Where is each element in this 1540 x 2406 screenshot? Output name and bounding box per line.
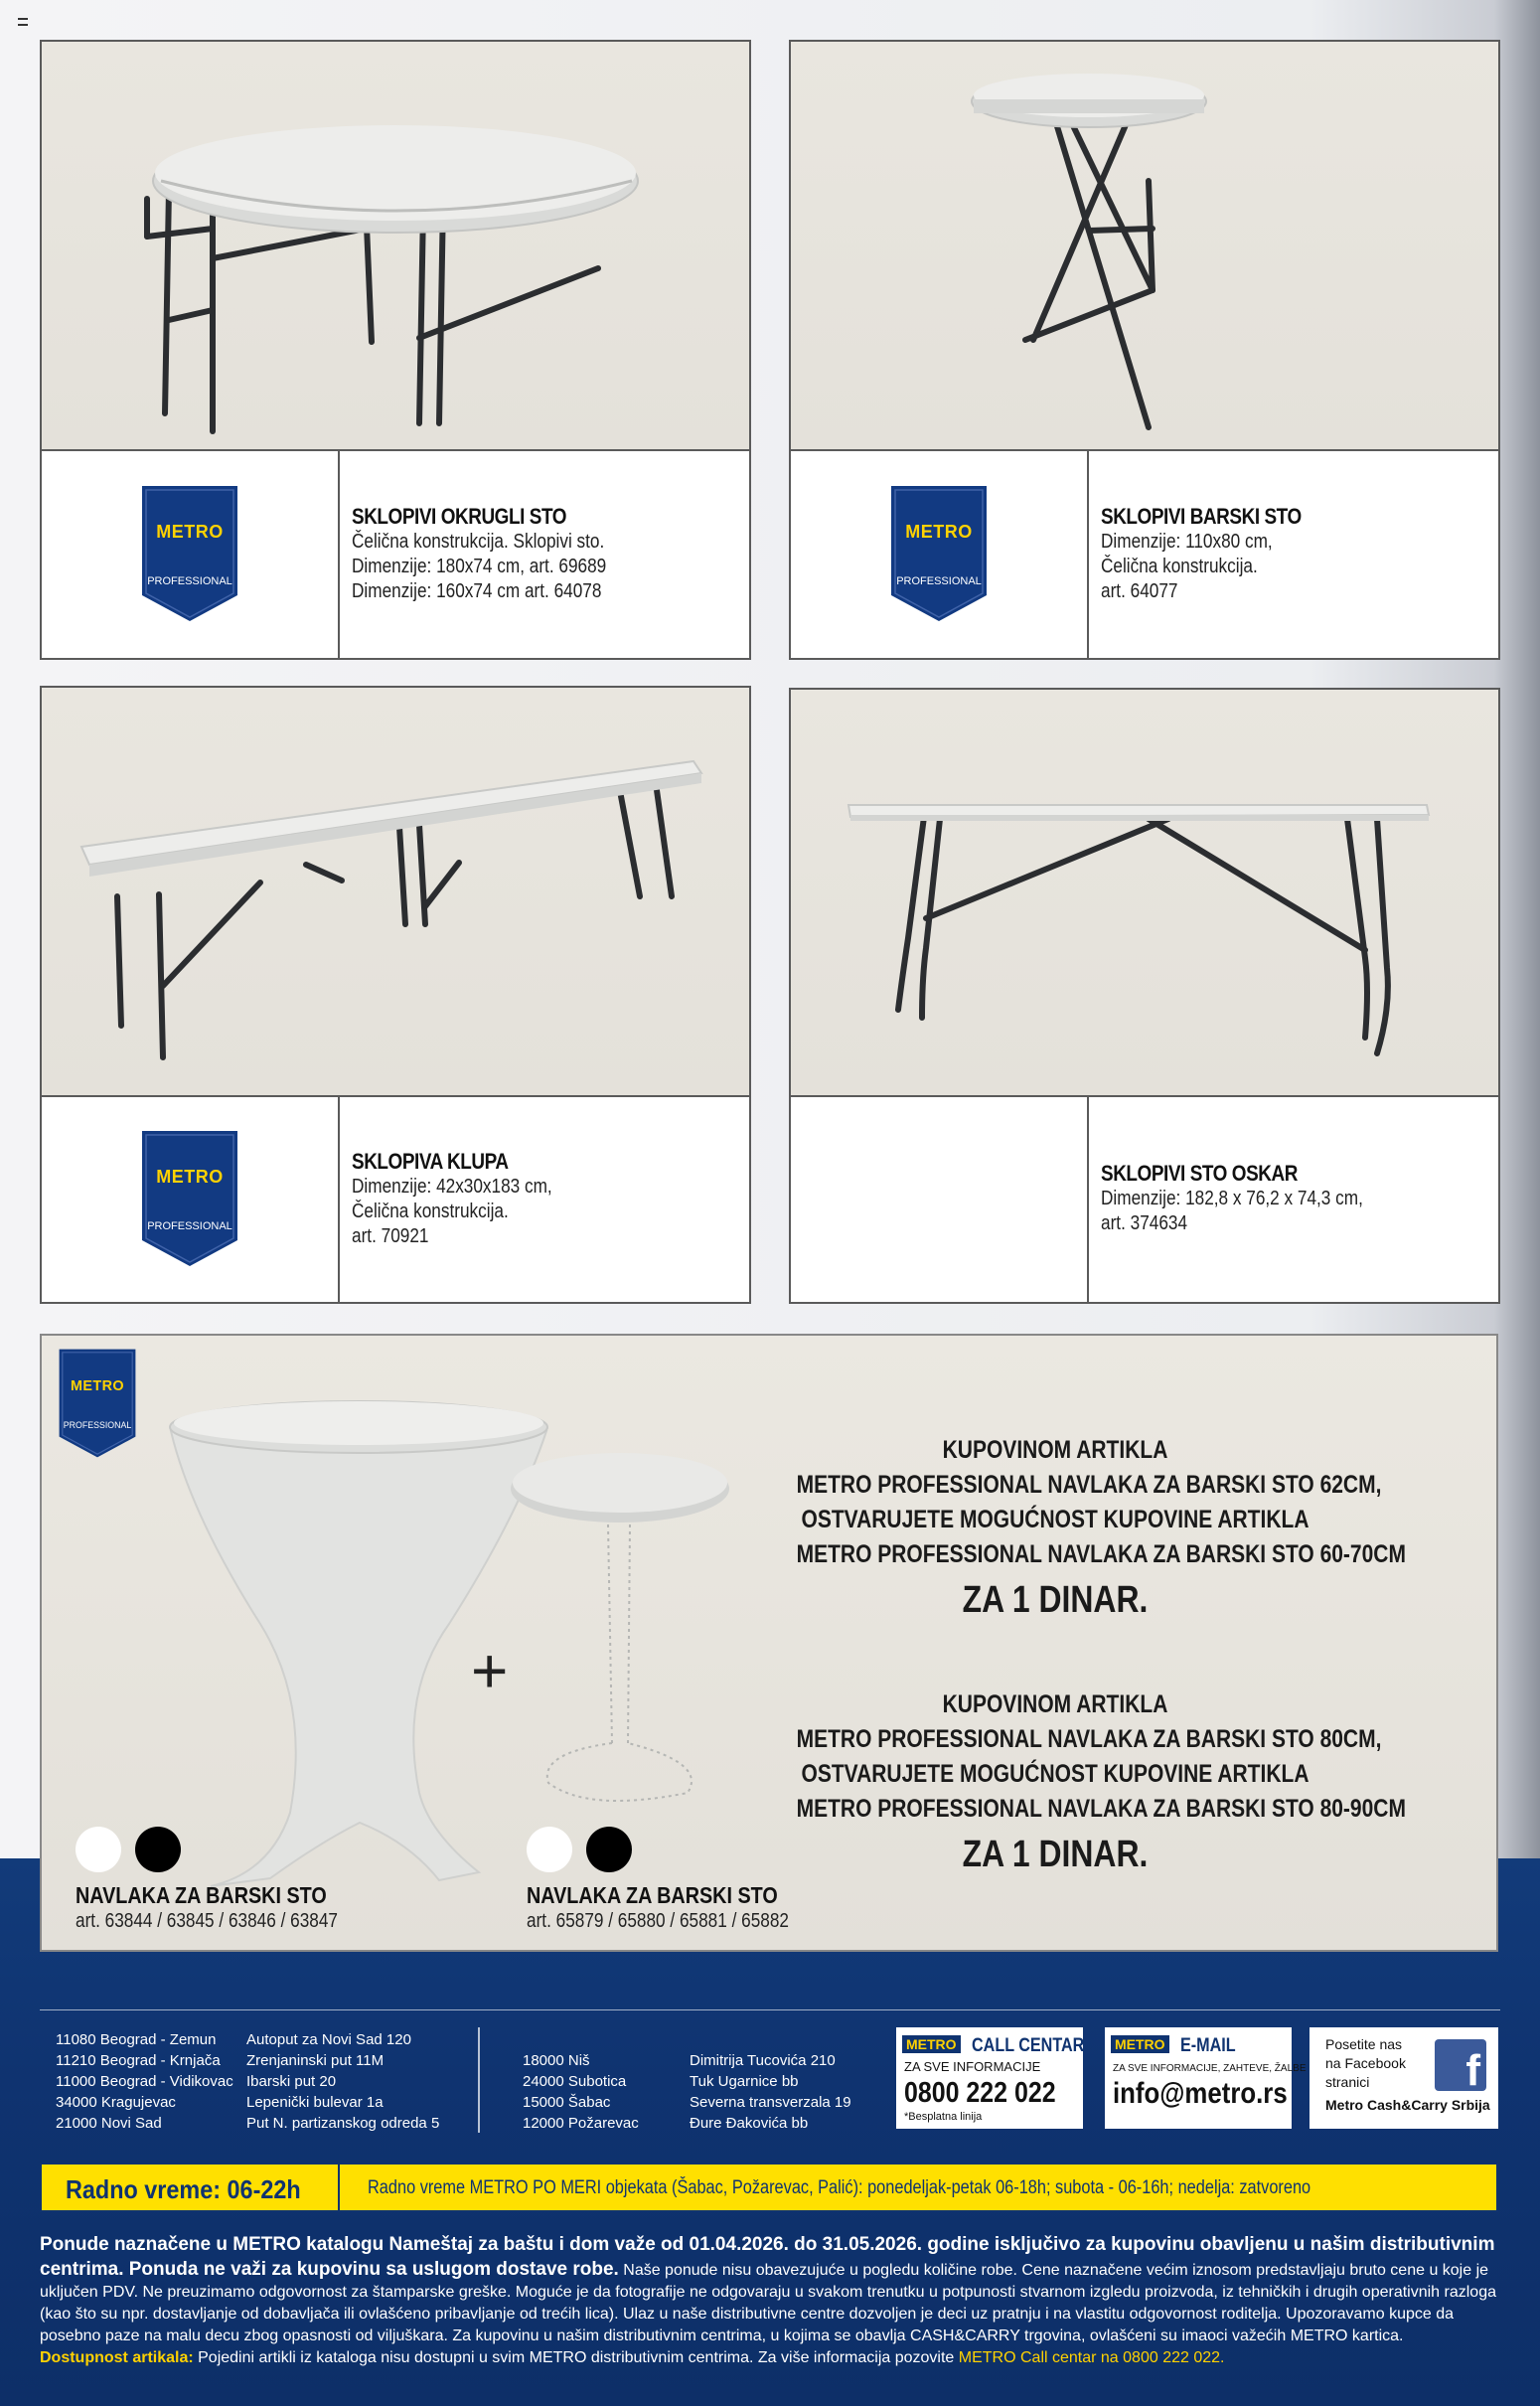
footer-divider (40, 2009, 1500, 2010)
cover-art-2: art. 65879 / 65880 / 65881 / 65882 (527, 1910, 789, 1932)
call-center-number: 0800 222 022 (904, 2077, 1056, 2109)
product-title: SKLOPIVI BARSKI STO (1101, 503, 1302, 529)
product-card-round-table[interactable] (40, 40, 751, 660)
product-description: Čelična konstrukcija. Sklopivi sto. (352, 530, 605, 553)
product-description: art. 374634 (1101, 1212, 1188, 1234)
product-description: Čelična konstrukcija. (352, 1200, 509, 1222)
product-info (42, 1095, 749, 1302)
product-description: Dimenzije: 182,8 x 76,2 x 74,3 cm, (1101, 1188, 1363, 1209)
facebook-icon[interactable]: f (1435, 2039, 1486, 2091)
product-description: Dimenzije: 110x80 cm, (1101, 530, 1273, 553)
metro-professional-logo: METRO PROFESSIONAL (42, 449, 340, 658)
working-hours-bar (40, 2163, 1498, 2212)
cover-title-1: NAVLAKA ZA BARSKI STO (76, 1882, 327, 1908)
cover-art-1: art. 63844 / 63845 / 63846 / 63847 (76, 1910, 338, 1932)
bar-table-illustration (509, 1445, 747, 1823)
store-list-right-addresses: Dimitrija Tucovića 210 Tuk Ugarnice bb Severna transverzala 19 Đure Đakovića bb (690, 2052, 851, 2132)
product-description: Dimenzije: 180x74 cm, art. 69689 (352, 555, 607, 577)
disclaimer: Ponude naznačene u METRO katalogu Nameštaj za baštu i dom važe od 01.04.2026. do 31.05.2026. godine isključivo za kupovinu obavljenu u našim distributivnim centrima. Ponuda ne važi za kupovinu sa uslugom dostave robe. Naše ponude nisu obavezujuće u pogledu količine robe. Cene naznačene većim iznosom predstavljaju bruto cene u koje je uključen PDV. Ne preuzimamo odgovornost za štamparske greške. Moguće je da fotografije ne odgovaraju u svakom trenutku u potpunosti stvarnom izgledu proizvoda, iz tehničkih i drugih operativnih razloga (kao što su npr. dostavljanje od dobavljača ili ovlašćeno pribavljanje od trećih lica). Ulaz u naše distributivne centre dozvoljen je deci uz pratnju i na vlastitu odgovornost roditelja. Upozoravamo kupce da posebno paze na malu decu zbog opasnosti od viljuškara. Za kupovinu u našim distributivnim centrima, u kojima se obavlja CASH&CARRY trgovina, ovlašćeni su imaoci važećih METRO kartica. Dostupnost artikala: Pojedini artikli iz kataloga nisu dostupni u svim METRO distributivnim centrima. Za više informacija pozovite METRO Call centar na 0800 222 022. (40, 2234, 1496, 2366)
facebook-page-name: Metro Cash&Carry Srbija (1325, 2097, 1490, 2113)
store-list-left-addresses: Autoput za Novi Sad 120 Zrenjaninski put 11M Ibarski put 20 Lepenički bulevar 1a Put N. partizanskog odreda 5 (246, 2031, 440, 2132)
color-swatch-black (135, 1827, 181, 1872)
product-title: SKLOPIVA KLUPA (352, 1148, 509, 1174)
metro-professional-logo: METRO PROFESSIONAL (58, 1348, 157, 1487)
product-description: art. 64077 (1101, 579, 1178, 602)
bench-illustration (42, 688, 749, 1095)
product-title: SKLOPIVI OKRUGLI STO (352, 503, 567, 529)
product-description: Dimenzije: 160x74 cm art. 64078 (352, 579, 602, 602)
product-photo (791, 42, 1498, 451)
promo-panel (40, 1334, 1498, 1952)
working-hours: Radno vreme: 06-22h (66, 2174, 301, 2204)
store-list-separator (478, 2027, 480, 2133)
product-photo (791, 690, 1498, 1097)
email-box[interactable]: METRO E-MAIL ZA SVE INFORMACIJE, ZAHTEVE, ŽALBE info@metro.rs (1105, 2027, 1292, 2129)
corner-mark (18, 18, 28, 26)
call-center-box[interactable]: METRO CALL CENTAR ZA SVE INFORMACIJE 0800 222 022 *Besplatna linija (896, 2027, 1083, 2129)
product-info (42, 449, 749, 658)
product-description: art. 70921 (352, 1224, 429, 1247)
product-photo (42, 688, 749, 1097)
product-photo (42, 42, 749, 451)
offer-2: KUPOVINOM ARTIKLA METRO PROFESSIONAL NAVLAKA ZA BARSKI STO 80CM, OSTVARUJETE MOGUĆNOST KUPOVINE ARTIKLA METRO PROFESSIONAL NAVLAKA ZA BARSKI STO 80-90CM ZA 1 DINAR. (747, 1687, 1363, 1882)
product-description: Čelična konstrukcija. (1101, 555, 1258, 577)
round-table-illustration (42, 42, 749, 449)
product-title: SKLOPIVI STO OSKAR (1101, 1161, 1298, 1186)
store-list-left-cities: 11080 Beograd - Zemun 11210 Beograd - Krnjača 11000 Beograd - Vidikovac 34000 Kragujevac 21000 Novi Sad (56, 2031, 233, 2132)
store-list-right-cities: 18000 Niš 24000 Subotica 15000 Šabac 12000 Požarevac (523, 2052, 639, 2132)
working-hours-note: Radno vreme METRO PO MERI objekata (Šabac, Požarevac, Palić): ponedeljak-petak 06-18h; subota - 06-16h; nedelja: zatvoreno (368, 2177, 1311, 2198)
empty-logo-cell (791, 1095, 1089, 1302)
color-swatch-white (527, 1827, 572, 1872)
offer-price: ZA 1 DINAR. (962, 1834, 1149, 1875)
product-card-bar-table[interactable] (789, 40, 1500, 660)
offer-price: ZA 1 DINAR. (962, 1579, 1149, 1621)
metro-professional-logo: METRO PROFESSIONAL (791, 449, 1089, 658)
email-address: info@metro.rs (1113, 2077, 1288, 2110)
bar-table-illustration (791, 42, 1498, 449)
color-swatch-white (76, 1827, 121, 1872)
product-info (791, 1095, 1498, 1302)
rectangular-table-illustration (791, 690, 1498, 1095)
facebook-box[interactable]: Posetite nas na Facebook stranici f Metro Cash&Carry Srbija (1309, 2027, 1498, 2129)
product-info (791, 449, 1498, 658)
metro-professional-logo: METRO PROFESSIONAL (42, 1095, 340, 1302)
product-card-table-oskar[interactable] (789, 688, 1500, 1304)
plus-sign: + (471, 1635, 509, 1706)
cover-title-2: NAVLAKA ZA BARSKI STO (527, 1882, 778, 1908)
product-card-bench[interactable] (40, 686, 751, 1304)
product-description: Dimenzije: 42x30x183 cm, (352, 1175, 552, 1198)
color-swatch-black (586, 1827, 632, 1872)
offer-1: KUPOVINOM ARTIKLA METRO PROFESSIONAL NAVLAKA ZA BARSKI STO 62CM, OSTVARUJETE MOGUĆNOST KUPOVINE ARTIKLA METRO PROFESSIONAL NAVLAKA ZA BARSKI STO 60-70CM ZA 1 DINAR. (747, 1433, 1363, 1628)
